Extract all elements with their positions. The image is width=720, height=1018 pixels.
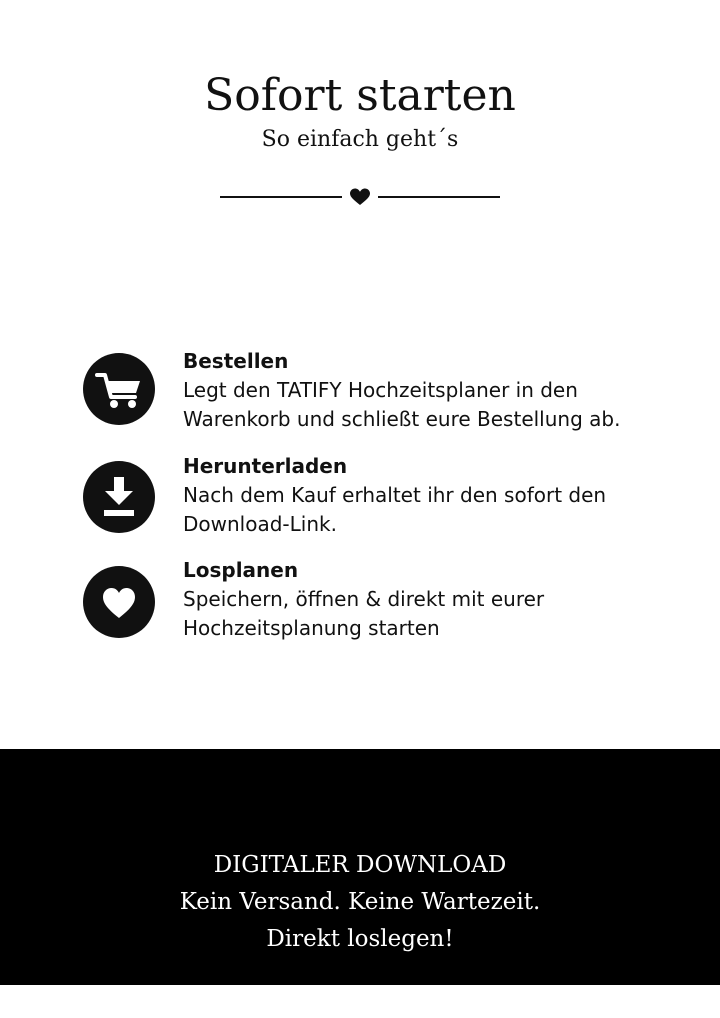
step-title: Losplanen — [183, 558, 299, 582]
step-description: Speichern, öffnen & direkt mit eurer Hochzeitsplanung starten — [183, 587, 545, 640]
step-title: Bestellen — [183, 349, 289, 373]
step-title: Herunterladen — [183, 454, 348, 478]
download-icon — [83, 461, 155, 533]
heart-icon-circle — [83, 566, 155, 638]
download-icon-circle — [83, 461, 155, 533]
banner-line: Direkt loslegen! — [266, 926, 454, 952]
heart-icon — [83, 566, 155, 638]
order-icon-circle — [83, 353, 155, 425]
step-description: Legt den TATIFY Hochzeitsplaner in den Warenkorb und schließt eure Bestellung ab. — [183, 378, 621, 431]
banner-heading: DIGITALER DOWNLOAD — [213, 852, 507, 878]
page-subtitle: So einfach geht´s — [261, 127, 459, 152]
shopping-cart-icon — [83, 353, 155, 425]
banner-line: Kein Versand. Keine Wartezeit. — [179, 889, 541, 915]
heart-icon — [350, 189, 370, 206]
heart-divider — [220, 186, 500, 208]
digital-download-banner — [0, 749, 720, 985]
page-title: Sofort starten — [204, 70, 516, 121]
step-description: Nach dem Kauf erhaltet ihr den sofort den Download-Link. — [183, 483, 607, 536]
